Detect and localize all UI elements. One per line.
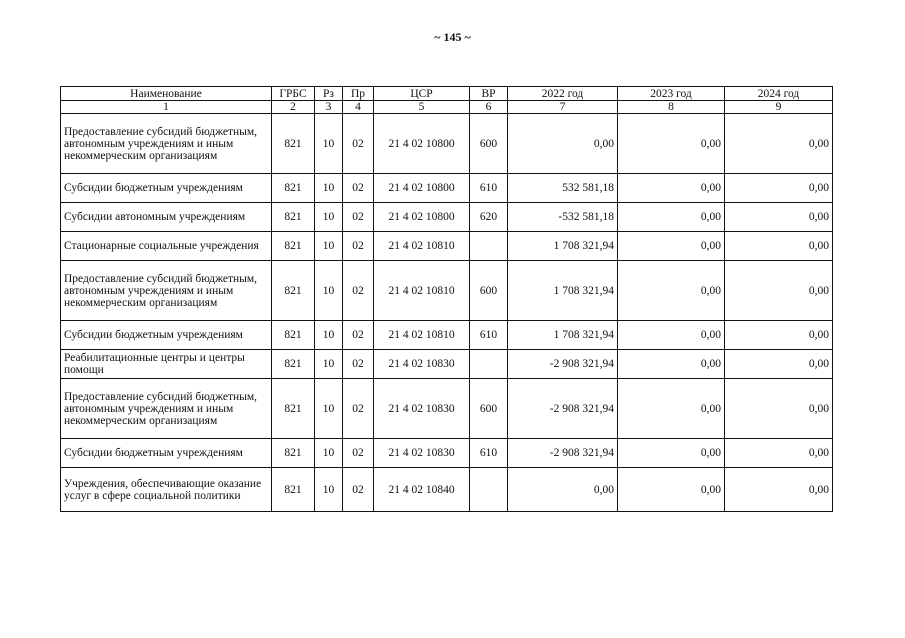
cell-csr: 21 4 02 10830 <box>374 439 470 468</box>
cell-vr: 600 <box>470 261 508 321</box>
column-number: 4 <box>343 101 374 114</box>
page-number: ~ 145 ~ <box>434 30 471 44</box>
cell-name: Субсидии бюджетным учреждениям <box>61 174 272 203</box>
column-number: 3 <box>315 101 343 114</box>
cell-2022: 1 708 321,94 <box>508 232 618 261</box>
column-header: 2022 год <box>508 87 618 101</box>
cell-vr: 610 <box>470 439 508 468</box>
cell-vr: 610 <box>470 174 508 203</box>
cell-csr: 21 4 02 10800 <box>374 203 470 232</box>
cell-name: Субсидии автономным учреждениям <box>61 203 272 232</box>
table-body <box>61 114 833 512</box>
budget-table <box>60 86 833 512</box>
cell-name: Стационарные социальные учреждения <box>61 232 272 261</box>
cell-csr: 21 4 02 10840 <box>374 468 470 512</box>
cell-rz: 10 <box>315 232 343 261</box>
cell-2022: 1 708 321,94 <box>508 321 618 350</box>
column-number: 5 <box>374 101 470 114</box>
cell-rz: 10 <box>315 468 343 512</box>
cell-grbs: 821 <box>272 114 315 174</box>
cell-2024: 0,00 <box>725 468 833 512</box>
column-number: 7 <box>508 101 618 114</box>
cell-2023: 0,00 <box>618 350 725 379</box>
cell-2022: -2 908 321,94 <box>508 439 618 468</box>
cell-name: Предоставление субсидий бюджетным, автономным учреждениям и иным некоммерческим организациям <box>61 379 272 439</box>
cell-vr: 600 <box>470 114 508 174</box>
cell-2022: -2 908 321,94 <box>508 379 618 439</box>
column-header: ЦСР <box>374 87 470 101</box>
table-row <box>61 203 833 232</box>
cell-2022: -2 908 321,94 <box>508 350 618 379</box>
cell-name: Субсидии бюджетным учреждениям <box>61 321 272 350</box>
cell-grbs: 821 <box>272 174 315 203</box>
cell-vr: 610 <box>470 321 508 350</box>
cell-vr: 620 <box>470 203 508 232</box>
table-row <box>61 439 833 468</box>
cell-2023: 0,00 <box>618 203 725 232</box>
cell-2024: 0,00 <box>725 232 833 261</box>
cell-grbs: 821 <box>272 350 315 379</box>
cell-grbs: 821 <box>272 203 315 232</box>
cell-rz: 10 <box>315 203 343 232</box>
cell-pr: 02 <box>343 379 374 439</box>
cell-2023: 0,00 <box>618 114 725 174</box>
cell-2023: 0,00 <box>618 261 725 321</box>
column-header: 2024 год <box>725 87 833 101</box>
cell-2022: 0,00 <box>508 468 618 512</box>
cell-rz: 10 <box>315 350 343 379</box>
table-row <box>61 232 833 261</box>
cell-2022: 532 581,18 <box>508 174 618 203</box>
cell-2024: 0,00 <box>725 379 833 439</box>
cell-rz: 10 <box>315 114 343 174</box>
cell-pr: 02 <box>343 232 374 261</box>
table-row <box>61 468 833 512</box>
cell-2024: 0,00 <box>725 114 833 174</box>
table-row <box>61 114 833 174</box>
table-row <box>61 174 833 203</box>
cell-2023: 0,00 <box>618 379 725 439</box>
cell-grbs: 821 <box>272 379 315 439</box>
cell-2024: 0,00 <box>725 350 833 379</box>
cell-csr: 21 4 02 10810 <box>374 261 470 321</box>
cell-2022: 0,00 <box>508 114 618 174</box>
column-header: 2023 год <box>618 87 725 101</box>
cell-csr: 21 4 02 10830 <box>374 379 470 439</box>
column-header: ВР <box>470 87 508 101</box>
cell-grbs: 821 <box>272 468 315 512</box>
cell-2024: 0,00 <box>725 321 833 350</box>
cell-2024: 0,00 <box>725 261 833 321</box>
table-row <box>61 321 833 350</box>
table-row <box>61 350 833 379</box>
cell-pr: 02 <box>343 468 374 512</box>
column-header: Пр <box>343 87 374 101</box>
cell-vr <box>470 350 508 379</box>
column-header: Наименование <box>61 87 272 101</box>
cell-vr <box>470 232 508 261</box>
cell-grbs: 821 <box>272 321 315 350</box>
cell-name: Предоставление субсидий бюджетным, автономным учреждениям и иным некоммерческим организациям <box>61 261 272 321</box>
cell-grbs: 821 <box>272 232 315 261</box>
cell-rz: 10 <box>315 321 343 350</box>
table-row <box>61 261 833 321</box>
column-number: 9 <box>725 101 833 114</box>
cell-2022: 1 708 321,94 <box>508 261 618 321</box>
column-number: 1 <box>61 101 272 114</box>
column-number: 2 <box>272 101 315 114</box>
cell-csr: 21 4 02 10800 <box>374 114 470 174</box>
table-row <box>61 379 833 439</box>
cell-grbs: 821 <box>272 439 315 468</box>
cell-2022: -532 581,18 <box>508 203 618 232</box>
cell-2024: 0,00 <box>725 203 833 232</box>
cell-pr: 02 <box>343 321 374 350</box>
column-number: 6 <box>470 101 508 114</box>
cell-2023: 0,00 <box>618 439 725 468</box>
cell-2024: 0,00 <box>725 439 833 468</box>
cell-2024: 0,00 <box>725 174 833 203</box>
cell-csr: 21 4 02 10810 <box>374 232 470 261</box>
header-row <box>61 87 833 101</box>
cell-pr: 02 <box>343 203 374 232</box>
column-header: Рз <box>315 87 343 101</box>
cell-rz: 10 <box>315 174 343 203</box>
cell-pr: 02 <box>343 439 374 468</box>
cell-csr: 21 4 02 10810 <box>374 321 470 350</box>
column-number: 8 <box>618 101 725 114</box>
cell-pr: 02 <box>343 261 374 321</box>
column-header: ГРБС <box>272 87 315 101</box>
cell-name: Учреждения, обеспечивающие оказание услуг в сфере социальной политики <box>61 468 272 512</box>
cell-vr <box>470 468 508 512</box>
cell-rz: 10 <box>315 439 343 468</box>
column-number-row <box>61 101 833 114</box>
cell-grbs: 821 <box>272 261 315 321</box>
cell-pr: 02 <box>343 350 374 379</box>
cell-2023: 0,00 <box>618 232 725 261</box>
cell-2023: 0,00 <box>618 321 725 350</box>
cell-name: Реабилитационные центры и центры помощи <box>61 350 272 379</box>
cell-name: Субсидии бюджетным учреждениям <box>61 439 272 468</box>
cell-csr: 21 4 02 10830 <box>374 350 470 379</box>
cell-2023: 0,00 <box>618 174 725 203</box>
cell-rz: 10 <box>315 379 343 439</box>
cell-rz: 10 <box>315 261 343 321</box>
cell-pr: 02 <box>343 114 374 174</box>
cell-2023: 0,00 <box>618 468 725 512</box>
cell-pr: 02 <box>343 174 374 203</box>
cell-name: Предоставление субсидий бюджетным, автономным учреждениям и иным некоммерческим организациям <box>61 114 272 174</box>
cell-csr: 21 4 02 10800 <box>374 174 470 203</box>
cell-vr: 600 <box>470 379 508 439</box>
